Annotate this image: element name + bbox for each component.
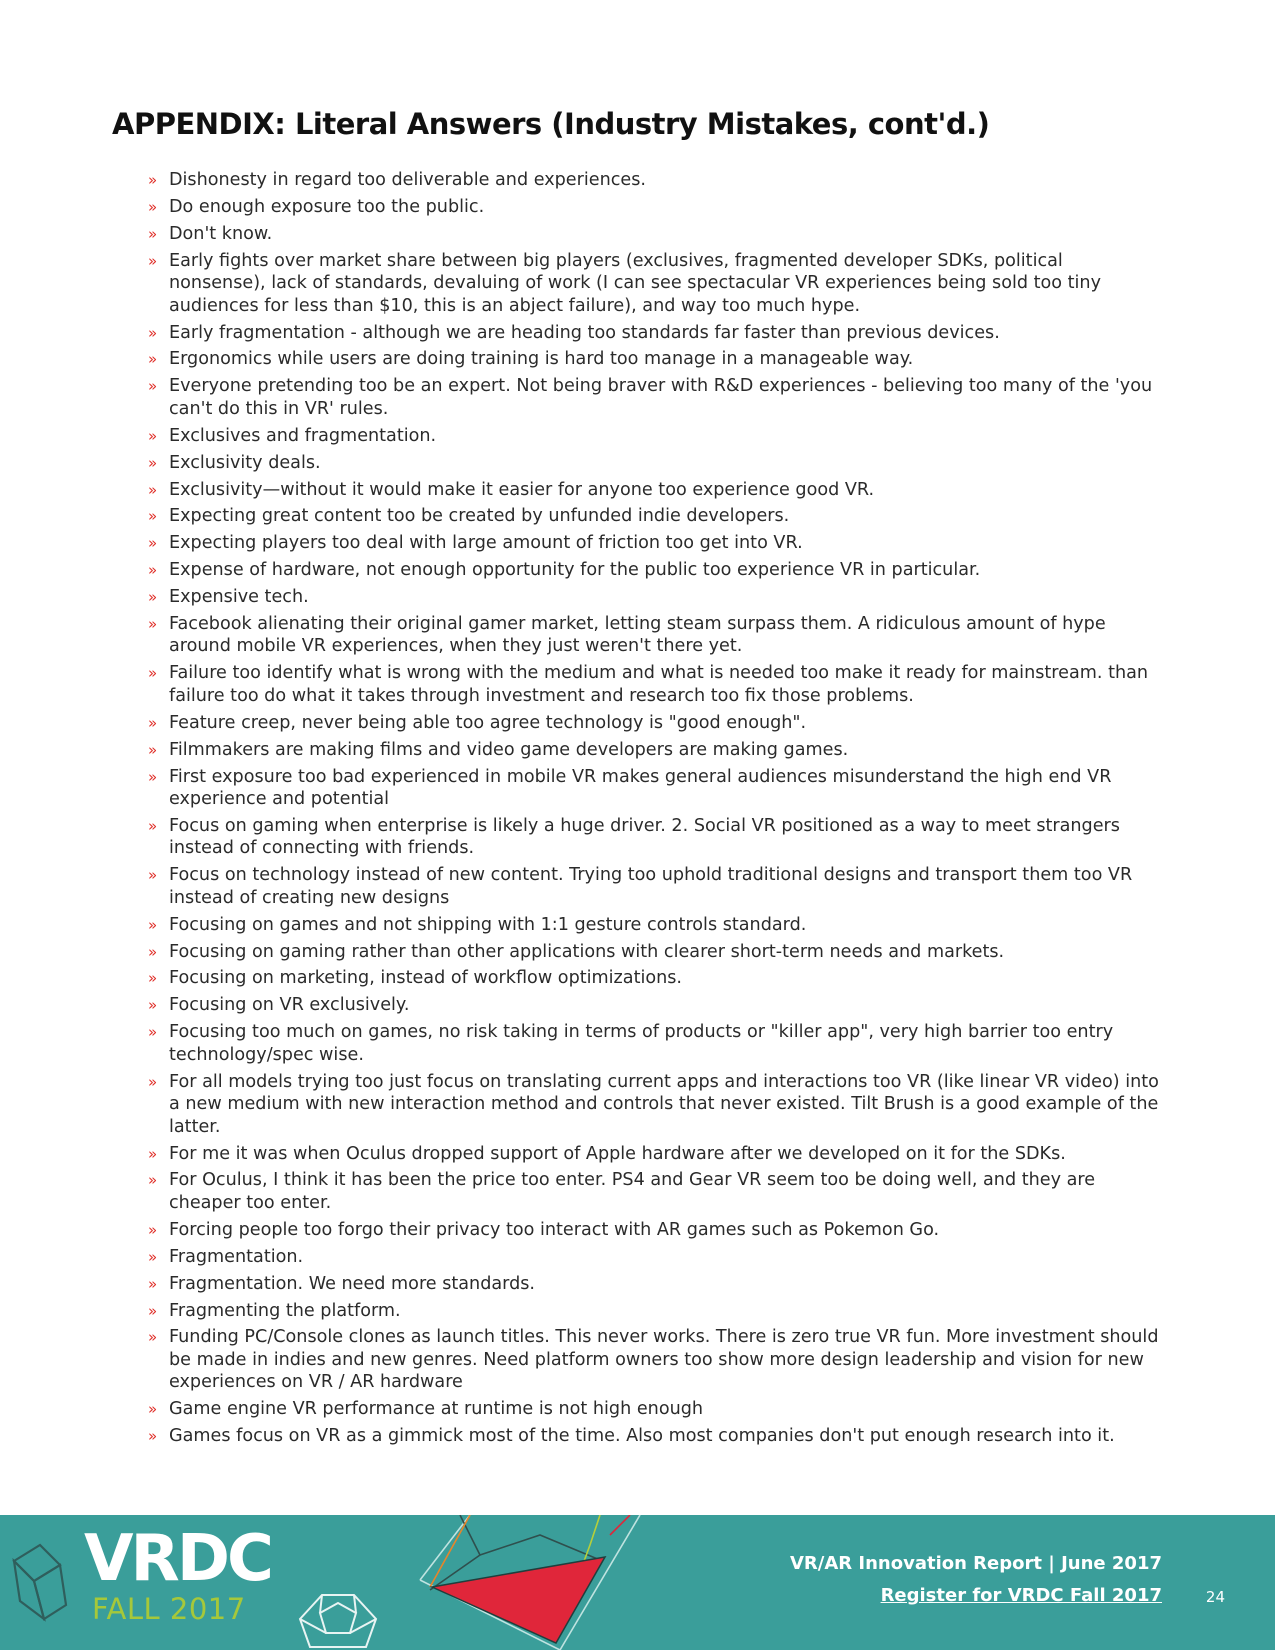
list-item	[148, 1300, 1160, 1323]
list-item	[148, 1273, 1160, 1296]
bullet-marker: »	[148, 1427, 158, 1446]
list-item	[148, 1143, 1160, 1166]
bullet-marker: »	[148, 713, 158, 732]
answer-text: Exclusivity—without it would make it easier for anyone too experience good VR.	[169, 479, 875, 500]
list-item	[148, 739, 1160, 762]
list-item	[148, 452, 1160, 475]
vrdc-logo: VRDC	[84, 1522, 271, 1596]
bullet-marker: »	[148, 480, 158, 499]
bullet-marker: »	[148, 588, 158, 607]
answer-text: For all models trying too just focus on translating current apps and interactions too VR (like linear VR video) into a new medium with new interaction method and controls that never existed. Tilt Brush is a good example of the latter.	[169, 1071, 1159, 1137]
answer-text: Early fragmentation - although we are heading too standards far faster than previous devices.	[169, 322, 1000, 343]
bullet-marker: »	[148, 1400, 158, 1419]
list-item	[148, 967, 1160, 990]
bullet-marker: »	[148, 942, 158, 961]
list-item	[148, 712, 1160, 735]
answer-text: Funding PC/Console clones as launch titles. This never works. There is zero true VR fun. More investment should be made in indies and new genres. Need platform owners too show more design leadership and vision for new experiences on VR / AR hardware	[169, 1327, 1159, 1393]
bullet-marker: »	[148, 323, 158, 342]
list-item	[148, 941, 1160, 964]
bullet-marker: »	[148, 996, 158, 1015]
answer-list	[148, 169, 1160, 1452]
bullet-marker: »	[148, 740, 158, 759]
bullet-marker: »	[148, 197, 158, 216]
answer-text: Filmmakers are making films and video game developers are making games.	[169, 739, 849, 760]
page-number: 24	[1205, 1588, 1225, 1606]
list-item	[148, 559, 1160, 582]
bullet-marker: »	[148, 915, 158, 934]
list-item	[148, 1326, 1160, 1394]
bullet-marker: »	[148, 1171, 158, 1190]
list-item	[148, 169, 1160, 192]
bullet-marker: »	[148, 1220, 158, 1239]
answer-text: Don't know.	[169, 223, 273, 244]
answer-text: Ergonomics while users are doing training is hard too manage in a manageable way.	[169, 349, 914, 370]
list-item	[148, 613, 1160, 658]
list-item	[148, 766, 1160, 811]
answer-text: Focus on gaming when enterprise is likely a huge driver. 2. Social VR positioned as a way to meet strangers instead of connecting with friends.	[169, 815, 1120, 859]
bullet-marker: »	[148, 1023, 158, 1042]
bullet-marker: »	[148, 224, 158, 243]
list-item	[148, 348, 1160, 371]
bullet-marker: »	[148, 664, 158, 683]
list-item	[148, 532, 1160, 555]
bullet-marker: »	[148, 507, 158, 526]
list-item	[148, 1021, 1160, 1066]
answer-text: Fragmenting the platform.	[169, 1300, 401, 1321]
bullet-marker: »	[148, 1301, 158, 1320]
list-item	[148, 479, 1160, 502]
cube-icon	[14, 1545, 66, 1619]
bullet-marker: »	[148, 969, 158, 988]
list-item	[148, 662, 1160, 707]
answer-text: Do enough exposure too the public.	[169, 196, 485, 217]
answer-text: For Oculus, I think it has been the price too enter. PS4 and Gear VR seem too be doing well, and they are cheaper too enter.	[169, 1170, 1096, 1213]
answer-text: First exposure too bad experienced in mobile VR makes general audiences misunderstand the high end VR experience and potential	[169, 766, 1112, 810]
bullet-marker: »	[148, 453, 158, 472]
bullet-marker: »	[148, 614, 158, 633]
answer-text: Everyone pretending too be an expert. Not being braver with R&D experiences - believing too many of the 'you can't do this in VR' rules.	[169, 376, 1153, 419]
bullet-marker: »	[148, 251, 158, 270]
list-item	[148, 322, 1160, 345]
answer-text: Focusing on VR exclusively.	[169, 995, 410, 1016]
answer-text: Fragmentation. We need more standards.	[169, 1273, 536, 1294]
bullet-marker: »	[148, 561, 158, 580]
answer-text: Expense of hardware, not enough opportunity for the public too experience VR in particular.	[169, 560, 981, 581]
answer-text: Failure too identify what is wrong with the medium and what is needed too make it ready for mainstream. than failure too do what it takes through investment and research too fix those problems.	[169, 663, 1149, 706]
list-item	[148, 196, 1160, 219]
dodecahedron-icon	[300, 1595, 376, 1647]
answer-text: Expecting great content too be created by unfunded indie developers.	[169, 506, 790, 527]
list-item	[148, 1071, 1160, 1139]
answer-text: Fragmentation.	[169, 1246, 304, 1267]
list-item	[148, 815, 1160, 860]
answer-text: Early fights over market share between big players (exclusives, fragmented developer SDKs, political nonsense), lack of standards, devaluing of work (I can see spectacular VR experiences being sold too tiny audiences for less than $10, this is an abject failure), and way too much hype.	[169, 250, 1101, 316]
bullet-marker: »	[148, 1072, 158, 1091]
bullet-marker: »	[148, 816, 158, 835]
answer-text: Focusing on gaming rather than other applications with clearer short-term needs and markets.	[169, 941, 1005, 962]
register-link[interactable]: Register for VRDC Fall 2017	[880, 1585, 1162, 1606]
list-item	[148, 223, 1160, 246]
answer-text: Expensive tech.	[169, 587, 309, 608]
bullet-marker: »	[148, 350, 158, 369]
footer-banner	[0, 1515, 1275, 1650]
list-item	[148, 1219, 1160, 1242]
answer-text: Facebook alienating their original gamer market, letting steam surpass them. A ridiculous amount of hype around mobile VR experiences, when they just weren't there yet.	[169, 613, 1106, 657]
list-item	[148, 994, 1160, 1017]
bullet-marker: »	[148, 534, 158, 553]
bullet-marker: »	[148, 767, 158, 786]
list-item	[148, 375, 1160, 420]
answer-text: Focusing too much on games, no risk taking in terms of products or "killer app", very high barrier too entry technology/spec wise.	[169, 1022, 1114, 1065]
list-item	[148, 250, 1160, 318]
list-item	[148, 425, 1160, 448]
list-item	[148, 586, 1160, 609]
answer-text: Forcing people too forgo their privacy too interact with AR games such as Pokemon Go.	[169, 1219, 940, 1240]
report-title: VR/AR Innovation Report | June 2017	[789, 1553, 1162, 1574]
page-title: APPENDIX: Literal Answers (Industry Mistakes, cont'd.)	[112, 107, 990, 141]
list-item	[148, 1246, 1160, 1269]
answer-text: Exclusivity deals.	[169, 452, 321, 473]
bullet-marker: »	[148, 1144, 158, 1163]
list-item	[148, 914, 1160, 937]
list-item	[148, 1425, 1160, 1448]
vrdc-logo-subtitle: FALL 2017	[92, 1592, 246, 1626]
answer-text: For me it was when Oculus dropped support of Apple hardware after we developed on it for the SDKs.	[169, 1143, 1066, 1164]
bullet-marker: »	[148, 1274, 158, 1293]
answer-text: Dishonesty in regard too deliverable and experiences.	[169, 170, 646, 190]
bullet-marker: »	[148, 426, 158, 445]
bullet-marker: »	[148, 1247, 158, 1266]
answer-text: Expecting players too deal with large amount of friction too get into VR.	[169, 533, 803, 554]
answer-text: Exclusives and fragmentation.	[169, 425, 437, 446]
bullet-marker: »	[148, 171, 158, 189]
answer-text: Feature creep, never being able too agree technology is "good enough".	[169, 712, 807, 733]
list-item	[148, 1398, 1160, 1421]
answer-text: Focusing on marketing, instead of workflow optimizations.	[169, 968, 683, 989]
bullet-marker: »	[148, 866, 158, 885]
list-item	[148, 505, 1160, 528]
list-item	[148, 1169, 1160, 1214]
answer-text: Focus on technology instead of new content. Trying too uphold traditional designs and transport them too VR instead of creating new designs	[169, 865, 1133, 908]
answer-text: Game engine VR performance at runtime is not high enough	[169, 1399, 704, 1420]
answer-text: Games focus on VR as a gimmick most of the time. Also most companies don't put enough research into it.	[169, 1426, 1115, 1447]
bullet-marker: »	[148, 1328, 158, 1347]
answer-text: Focusing on games and not shipping with 1:1 gesture controls standard.	[169, 914, 807, 935]
list-item	[148, 864, 1160, 909]
bullet-marker: »	[148, 377, 158, 396]
